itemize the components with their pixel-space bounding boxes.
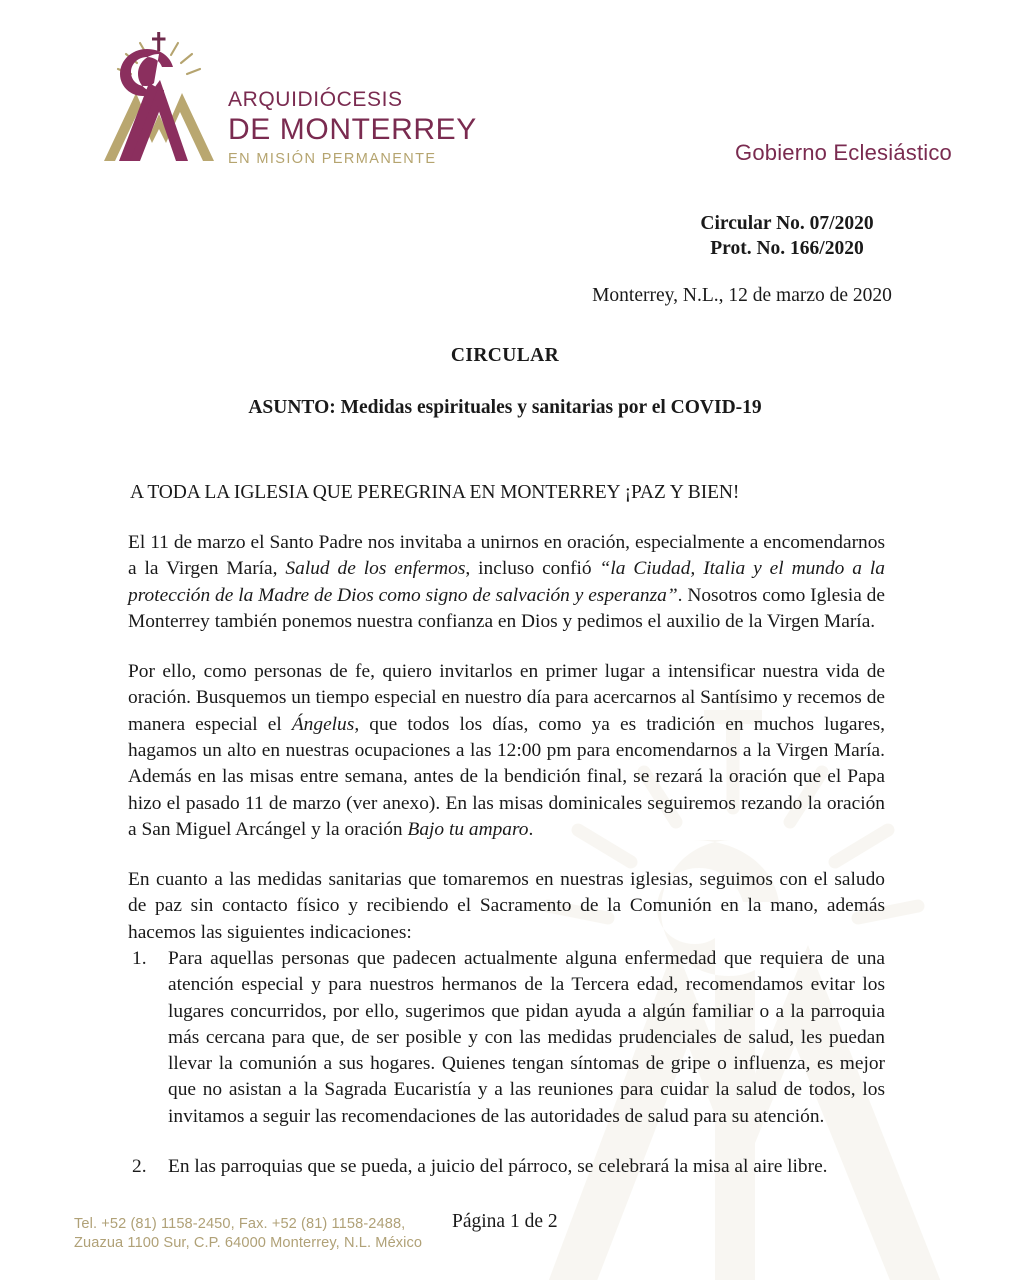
document-type-title: CIRCULAR bbox=[450, 345, 560, 366]
reference-block bbox=[622, 212, 952, 262]
p1-part-2: , incluso confió bbox=[465, 558, 600, 580]
p1-part-3: . Nosotros como Iglesia de Monterrey también ponemos nuestra confianza en Dios y pedimos el auxilio de la Virgen María. bbox=[128, 584, 885, 632]
p2-part-3: . bbox=[528, 818, 534, 840]
organization-wordmark bbox=[228, 36, 477, 167]
p2-italic-2: Bajo tu amparo bbox=[407, 818, 529, 840]
p1-italic-2: “la Ciudad, Italia y el mundo a la protección de la Madre de Dios como signo de salvación y esperanza” bbox=[128, 558, 885, 606]
p1-part-1: El 11 de marzo el Santo Padre nos invitaba a unirnos en oración, especialmente a encomendarnos a la Virgen María, bbox=[128, 532, 885, 580]
p2-part-1: Por ello, como personas de fe, quiero invitarlos en primer lugar a intensificar nuestra vida de oración. Busquemos un tiempo especial en nuestro día para acercarnos al Santísimo y recemos de manera especial el bbox=[128, 661, 885, 735]
document-body bbox=[128, 482, 885, 1204]
measures-list bbox=[128, 946, 885, 1180]
letterhead bbox=[0, 24, 1010, 194]
page-number: Página 1 de 2 bbox=[452, 1211, 558, 1232]
org-tagline: EN MISIÓN PERMANENTE bbox=[228, 150, 437, 167]
organization-logo bbox=[98, 30, 477, 172]
place-and-date: Monterrey, N.L., 12 de marzo de 2020 bbox=[592, 285, 892, 306]
p1-italic-1: Salud de los enfermos bbox=[285, 558, 466, 580]
document-subject: ASUNTO: Medidas espirituales y sanitarias por el COVID-19 bbox=[248, 397, 762, 418]
org-name-line-1: arquidiócesis bbox=[228, 79, 403, 113]
marian-monogram-cross-rays-icon bbox=[98, 30, 220, 172]
list-item: Para aquellas personas que padecen actualmente alguna enfermedad que requiera de una atención especial y para nuestros hermanos de la Tercera edad, recomendamos evitar los lugares concurridos, por ello, sugerimos que pidan ayuda a algún familiar o a la parroquia más cercana para que, de ser posible y con las medidas prudenciales de salud, les puedan llevar la comunión a sus hogares. Quienes tengan síntomas de gripe o influenza, es mejor que no asistan a la Sagrada Eucaristía y a las reuniones para cuidar la salud de todos, los invitamos a seguir las recomendaciones de las autoridades de salud para su atención. bbox=[168, 947, 885, 1127]
salutation: A TODA LA IGLESIA QUE PEREGRINA EN MONTERREY ¡PAZ Y BIEN! bbox=[130, 482, 740, 503]
footer-address: Zuazua 1100 Sur, C.P. 64000 Monterrey, N.L. México bbox=[74, 1235, 423, 1252]
p2-italic-1: Ángelus bbox=[291, 713, 355, 735]
circular-number: Circular No. 07/2020 bbox=[700, 213, 874, 234]
paragraph-3: En cuanto a las medidas sanitarias que tomaremos en nuestras iglesias, seguimos con el saludo de paz sin contacto físico y recibiendo el Sacramento de la Comunión en la mano, además hacemos las siguientes indicaciones: bbox=[128, 869, 885, 943]
paragraph-1 bbox=[128, 530, 885, 635]
org-name-line-2: DE MONTERREY bbox=[228, 112, 477, 146]
list-item: En las parroquias que se pueda, a juicio del párroco, se celebrará la misa al aire libre. bbox=[168, 1155, 828, 1177]
footer-phone-fax: Tel. +52 (81) 1158-2450, Fax. +52 (81) 1158-2488, bbox=[74, 1215, 406, 1232]
department-label: Gobierno Eclesiástico bbox=[735, 140, 952, 165]
protocol-number: Prot. No. 166/2020 bbox=[710, 237, 864, 259]
footer-contact bbox=[74, 1215, 422, 1254]
p2-part-2: , que todos los días, como ya es tradición en muchos lugares, hagamos un alto en nuestras ocupaciones a las 12:00 pm para encomendarnos a la Virgen María. Además en las misas entre semana, antes de la bendición final, se rezará la oración que el Papa hizo el pasado 11 de marzo (ver anexo). En las misas dominicales seguiremos rezando la oración a San Miguel Arcángel y la oración bbox=[128, 713, 885, 840]
paragraph-2 bbox=[128, 659, 885, 843]
